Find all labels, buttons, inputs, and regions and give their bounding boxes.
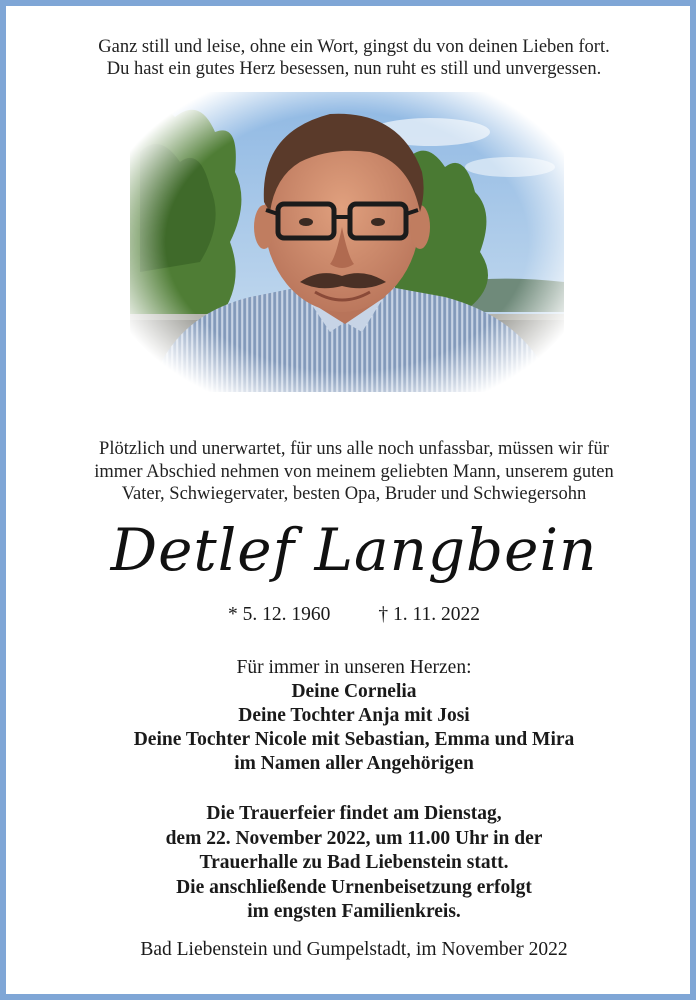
mourner-line: Deine Tochter Anja mit Josi	[238, 705, 470, 726]
service-line: Die anschließende Urnenbeisetzung erfolgt	[176, 876, 532, 898]
intro-line: Plötzlich und unerwartet, für uns alle noch unfassbar, müssen wir für	[99, 439, 609, 459]
portrait-photo	[130, 92, 564, 392]
intro-line: immer Abschied nehmen von meinem geliebten Mann, unserem guten	[94, 461, 614, 482]
mourner-line: Deine Cornelia	[291, 681, 417, 702]
mourner-line: Deine Tochter Nicole mit Sebastian, Emma und Mira	[133, 729, 575, 750]
intro-line: Vater, Schwiegervater, besten Opa, Bruder und Schwiegersohn	[121, 484, 587, 504]
service-line: Die Trauerfeier findet am Dienstag,	[206, 803, 502, 824]
mourners-lead: Für immer in unseren Herzen:	[236, 657, 472, 678]
life-dates	[6, 602, 696, 628]
poem-line: Du hast ein gutes Herz besessen, nun ruht es still und unvergessen.	[106, 59, 602, 79]
poem-verse	[6, 36, 696, 80]
death-date: † 1. 11. 2022	[378, 604, 481, 625]
place-and-date: Bad Liebenstein und Gumpelstadt, im November 2022	[140, 939, 568, 960]
poem-line: Ganz still und leise, ohne ein Wort, gingst du von deinen Lieben fort.	[98, 37, 610, 57]
service-line: Trauerhalle zu Bad Liebenstein statt.	[199, 852, 509, 873]
birth-date: * 5. 12. 1960	[227, 604, 331, 625]
service-line: im engsten Familienkreis.	[247, 901, 461, 922]
deceased-name: Detlef Langbein	[110, 516, 598, 584]
intro-text	[6, 438, 696, 506]
mourners-list	[6, 656, 696, 776]
service-line: dem 22. November 2022, um 11.00 Uhr in der	[165, 827, 543, 849]
mourner-line: im Namen aller Angehörigen	[234, 753, 474, 774]
funeral-service-info	[6, 802, 696, 925]
